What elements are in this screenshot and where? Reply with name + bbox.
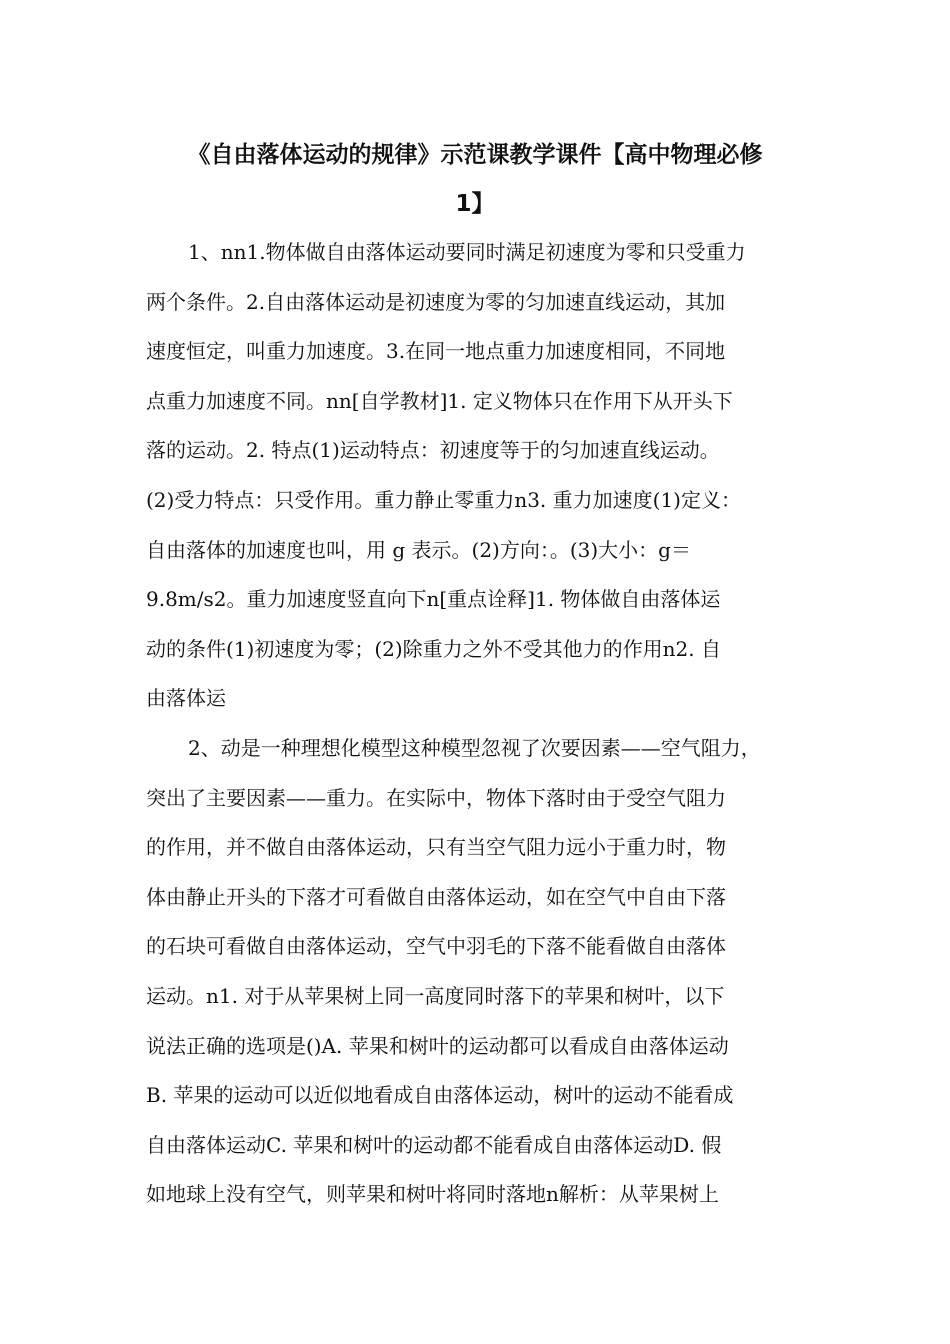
- paragraph-1-line: 点重力加速度不同。nn[自学教材]1. 定义物体只在作用下从开头下: [146, 388, 733, 413]
- paragraph-2-line: 运动。n1. 对于从苹果树上同一高度同时落下的苹果和树叶，以下: [146, 983, 725, 1008]
- paragraph-1-line: 自由落体的加速度也叫，用 g 表示。(2)方向：。(3)大小：g＝: [146, 537, 691, 562]
- paragraph-1-line: 9.8m/s2。重力加速度竖直向下n[重点诠释]1. 物体做自由落体运: [146, 587, 721, 612]
- paragraph-1-line: 动的条件(1)初速度为零；(2)除重力之外不受其他力的作用n2. 自: [146, 636, 721, 661]
- paragraph-2-line: 如地球上没有空气，则苹果和树叶将同时落地n解析：从苹果树上: [146, 1182, 719, 1207]
- paragraph-1-line: 两个条件。2.自由落体运动是初速度为零的匀加速直线运动，其加: [146, 289, 726, 314]
- paragraph-2-line: 的石块可看做自由落体运动，空气中羽毛的下落不能看做自由落体: [146, 934, 726, 959]
- paragraph-2-line: 体由静止开头的下落才可看做自由落体运动，如在空气中自由下落: [146, 884, 726, 909]
- paragraph-2-line: B. 苹果的运动可以近似地看成自由落体运动，树叶的运动不能看成: [146, 1083, 734, 1108]
- paragraph-2: [146, 724, 816, 1220]
- paragraph-2-line: 2、动是一种理想化模型这种模型忽视了次要因素——空气阻力，: [188, 736, 761, 760]
- paragraph-1: [146, 228, 816, 724]
- paragraph-2-line: 说法正确的选项是()A. 苹果和树叶的运动都可以看成自由落体运动: [146, 1033, 729, 1058]
- document-title-line-2: 1】: [455, 191, 495, 217]
- paragraph-1-line: 1、nn1.物体做自由落体运动要同时满足初速度为零和只受重力: [188, 240, 746, 264]
- paragraph-1-line: 由落体运: [146, 686, 226, 711]
- paragraph-2-line: 突出了主要因素——重力。在实际中，物体下落时由于受空气阻力: [146, 785, 726, 810]
- paragraph-2-line: 的作用，并不做自由落体运动，只有当空气阻力远小于重力时，物: [146, 835, 726, 860]
- paragraph-2-line: 自由落体运动C. 苹果和树叶的运动都不能看成自由落体运动D. 假: [146, 1132, 722, 1157]
- paragraph-1-line: 速度恒定，叫重力加速度。3.在同一地点重力加速度相同，不同地: [146, 339, 726, 364]
- paragraph-1-line: (2)受力特点：只受作用。重力静止零重力n3. 重力加速度(1)定义：: [146, 487, 741, 512]
- document-title-line-1: 《自由落体运动的规律》示范课教学课件【高中物理必修: [187, 142, 763, 168]
- paragraph-1-line: 落的运动。2. 特点(1)运动特点：初速度等于的匀加速直线运动。: [146, 438, 720, 463]
